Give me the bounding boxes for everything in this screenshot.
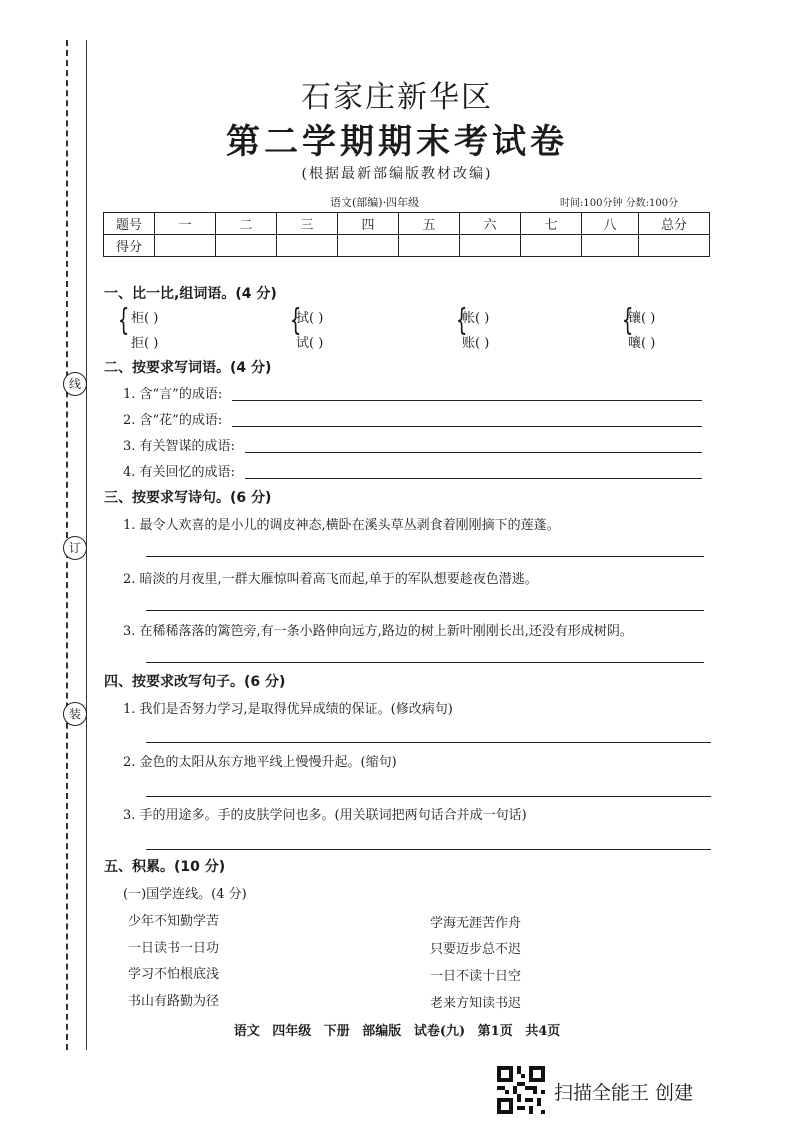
- match-left-4[interactable]: 书山有路勤为径: [128, 994, 220, 1009]
- word-pair-4a[interactable]: 镶( ): [628, 311, 656, 326]
- score-cell[interactable]: [216, 235, 277, 257]
- brace: {: [621, 303, 634, 338]
- binding-mark-bind: 装: [63, 702, 87, 726]
- brace: {: [289, 303, 302, 338]
- score-col-total: 总分: [639, 213, 710, 235]
- match-right-4[interactable]: 老来方知读书迟: [430, 996, 522, 1011]
- time-score: 时间:100分钟 分数:100分: [560, 198, 679, 209]
- exam-region-title: 石家庄新华区: [301, 80, 493, 115]
- score-col: 八: [582, 213, 639, 235]
- score-table-header-label: 题号: [104, 213, 155, 235]
- score-cell[interactable]: [155, 235, 216, 257]
- score-col: 四: [338, 213, 399, 235]
- match-left-3[interactable]: 学习不怕根底浅: [128, 967, 220, 982]
- exam-subtitle: (根据最新部编版教材改编): [301, 166, 493, 182]
- section5-heading: 五、积累。(10 分): [104, 859, 226, 875]
- s2-item-4: 4. 有关回忆的成语:: [123, 465, 235, 480]
- word-pair-2b[interactable]: 试( ): [296, 336, 324, 351]
- score-table: [103, 212, 710, 257]
- score-table-row-label: 得分: [104, 235, 155, 257]
- brace: {: [455, 303, 468, 338]
- score-col: 五: [399, 213, 460, 235]
- score-col: 三: [277, 213, 338, 235]
- word-pair-2a[interactable]: 拭( ): [296, 311, 324, 326]
- score-cell[interactable]: [582, 235, 639, 257]
- s3-item-2: 2. 暗淡的月夜里,一群大雁惊叫着高飞而起,单于的军队想要趁夜色潜逃。: [123, 572, 538, 587]
- answer-line[interactable]: [146, 796, 711, 797]
- subject-grade: 语文(部编)·四年级: [330, 196, 420, 209]
- s4-item-1: 1. 我们是否努力学习,是取得优异成绩的保证。(修改病句): [123, 702, 453, 717]
- score-col: 七: [521, 213, 582, 235]
- word-pair-4b[interactable]: 嚷( ): [628, 336, 656, 351]
- s3-item-1: 1. 最令人欢喜的是小儿的调皮神态,横卧在溪头草丛剥食着刚刚摘下的莲蓬。: [123, 518, 560, 533]
- match-left-2[interactable]: 一日读书一日功: [128, 941, 220, 956]
- score-cell[interactable]: [521, 235, 582, 257]
- s2-item-1: 1. 含“言”的成语:: [123, 387, 223, 402]
- match-right-1[interactable]: 学海无涯苦作舟: [430, 916, 522, 931]
- s4-item-2: 2. 金色的太阳从东方地平线上慢慢升起。(缩句): [123, 755, 397, 770]
- score-col: 六: [460, 213, 521, 235]
- s5-sub-heading: (一)国学连线。(4 分): [123, 887, 247, 902]
- answer-line[interactable]: [146, 849, 711, 850]
- page-footer: 语文 四年级 下册 部编版 试卷(九) 第1页 共4页: [233, 1024, 561, 1039]
- word-pair-1b[interactable]: 拒( ): [131, 336, 159, 351]
- brace: {: [117, 303, 130, 338]
- score-cell[interactable]: [338, 235, 399, 257]
- answer-line[interactable]: [232, 400, 702, 401]
- answer-line[interactable]: [146, 742, 711, 743]
- binding-mark-line: 线: [63, 372, 87, 396]
- score-cell[interactable]: [399, 235, 460, 257]
- score-cell[interactable]: [277, 235, 338, 257]
- section4-heading: 四、按要求改写句子。(6 分): [104, 674, 286, 690]
- answer-line[interactable]: [146, 662, 704, 663]
- exam-title: 第二学期期末考试卷: [226, 122, 568, 162]
- answer-line[interactable]: [245, 452, 702, 453]
- match-left-1[interactable]: 少年不知勤学苦: [128, 914, 220, 929]
- score-col: 二: [216, 213, 277, 235]
- match-right-2[interactable]: 只要迈步总不迟: [430, 942, 522, 957]
- s2-item-2: 2. 含“花”的成语:: [123, 413, 223, 428]
- s4-item-3: 3. 手的用途多。手的皮肤学问也多。(用关联词把两句话合并成一句话): [123, 808, 527, 823]
- binding-mark-order: 订: [63, 536, 87, 560]
- score-cell[interactable]: [460, 235, 521, 257]
- score-cell[interactable]: [639, 235, 710, 257]
- s2-item-3: 3. 有关智谋的成语:: [123, 439, 235, 454]
- answer-line[interactable]: [245, 478, 702, 479]
- match-right-3[interactable]: 一日不读十日空: [430, 969, 522, 984]
- s3-item-3: 3. 在稀稀落落的篱笆旁,有一条小路伸向远方,路边的树上新叶刚刚长出,还没有形成树阴。: [123, 624, 633, 639]
- score-table-header-row: [104, 213, 710, 235]
- word-pair-3a[interactable]: 帐( ): [462, 311, 490, 326]
- section3-heading: 三、按要求写诗句。(6 分): [104, 490, 272, 506]
- score-table-score-row: [104, 235, 710, 257]
- section1-heading: 一、比一比,组词语。(4 分): [104, 286, 277, 302]
- section2-heading: 二、按要求写词语。(4 分): [104, 360, 272, 376]
- score-col: 一: [155, 213, 216, 235]
- answer-line[interactable]: [146, 556, 704, 557]
- word-pair-3b[interactable]: 账( ): [462, 336, 490, 351]
- answer-line[interactable]: [232, 426, 702, 427]
- word-pair-1a[interactable]: 柜( ): [131, 311, 159, 326]
- qr-code-icon: [497, 1066, 545, 1114]
- answer-line[interactable]: [146, 610, 704, 611]
- scanner-watermark: 扫描全能王 创建: [554, 1082, 694, 1104]
